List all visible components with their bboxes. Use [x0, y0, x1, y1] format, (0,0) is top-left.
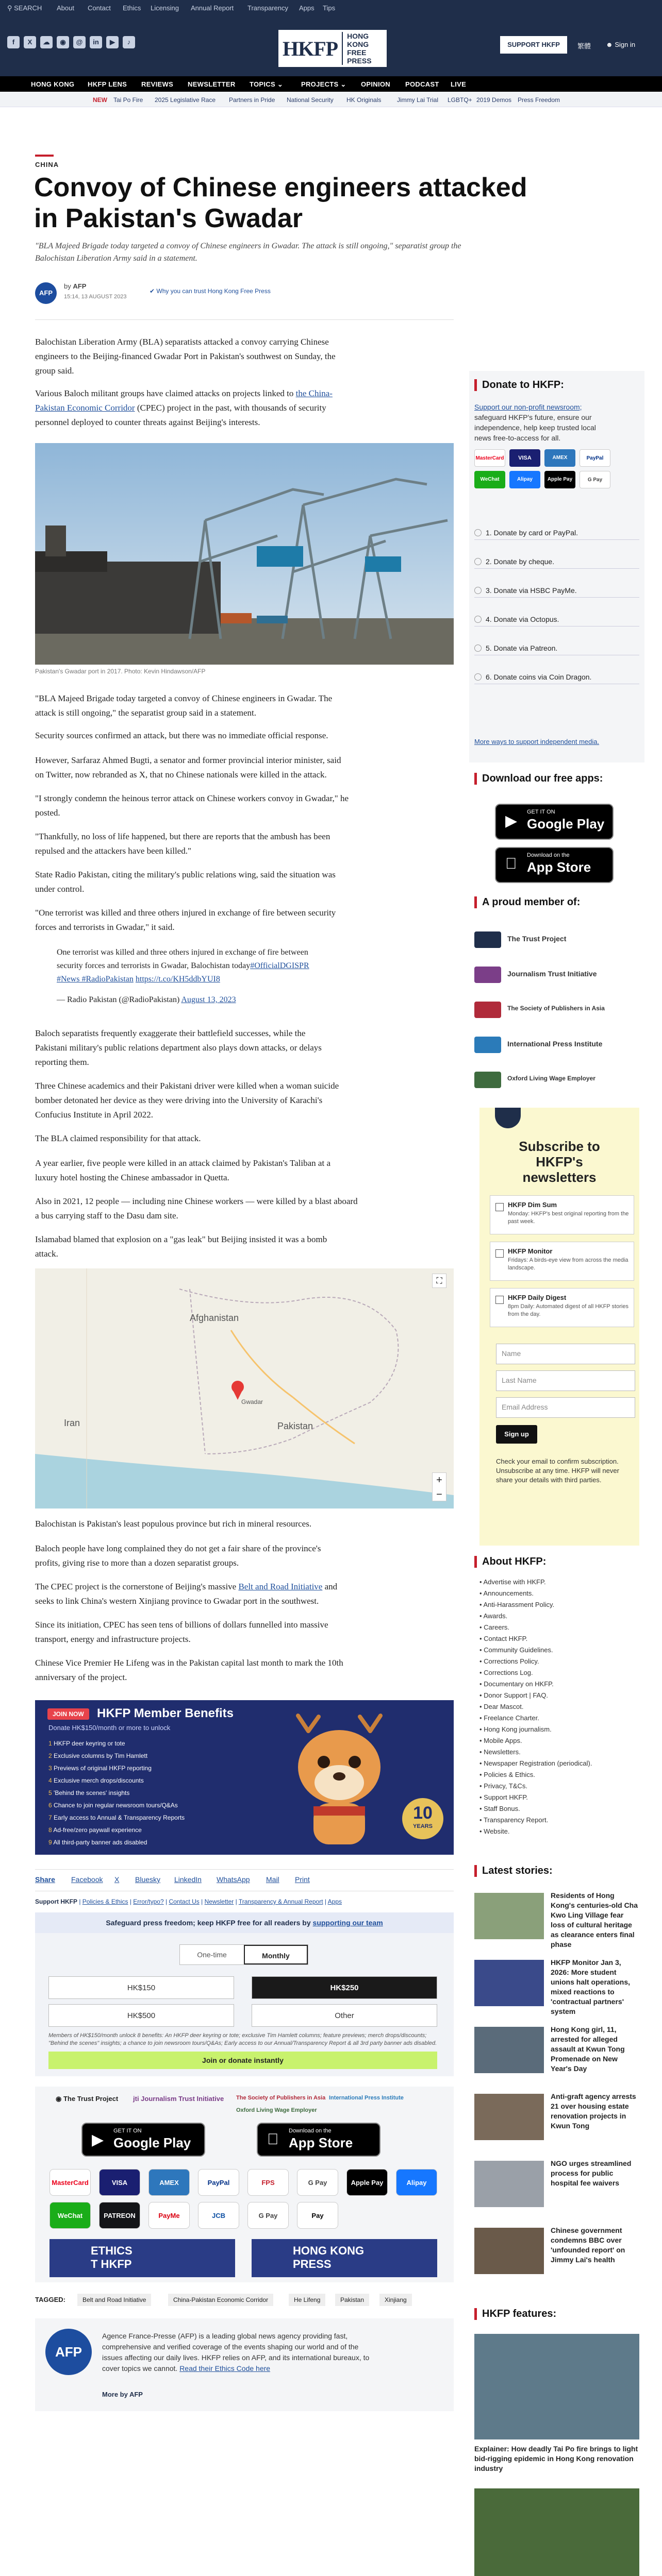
radio-icon [474, 616, 482, 623]
trending-link[interactable]: LGBTQ+ [448, 96, 472, 104]
map-graphic [35, 1268, 454, 1509]
ethics-promo[interactable]: ETHICS T HKFP [49, 2239, 235, 2277]
trending-link[interactable]: Press Freedom [518, 96, 560, 104]
latest-story[interactable]: Hong Kong girl, 11, arrested for alleged assault at Kwun Tong Promenade on New Year's Day [474, 2025, 639, 2087]
about-item[interactable]: • Anti-Harassment Policy. [479, 1601, 555, 1608]
radio-icon [474, 673, 482, 681]
fps-icon: FPS [247, 2169, 289, 2196]
footer-member-logo[interactable]: jti Journalism Trust Initiative [133, 2095, 224, 2103]
benefit-item: 4 Exclusive merch drops/discounts [48, 1777, 144, 1784]
user-icon: ☻ [606, 41, 613, 48]
latest-heading: Latest stories: [474, 1865, 553, 1877]
donate-option[interactable]: 4. Donate via Octopus. [474, 612, 639, 626]
google-play-button[interactable]: ▶ GET IT ON Google Play [81, 2123, 205, 2157]
about-item[interactable]: • Newspaper Registration (periodical). [479, 1759, 592, 1767]
trust-project-icon [474, 931, 501, 948]
mail-icon [495, 1108, 521, 1128]
nonprofit-link[interactable]: Support our non-profit newsroom; [474, 403, 582, 411]
amount-option-150[interactable]: HK$150 [48, 1976, 234, 1999]
wechat-icon: WeChat [474, 471, 505, 488]
donate-option[interactable]: 5. Donate via Patreon. [474, 641, 639, 655]
nav-hong-kong[interactable]: HONG KONG [31, 80, 75, 88]
top-link-ethics[interactable]: Ethics [123, 4, 141, 12]
feature-story[interactable] [474, 2488, 639, 2576]
category-rule [35, 155, 54, 157]
google-pay-icon: G Pay [297, 2169, 338, 2196]
nav-topics[interactable]: TOPICS ⌄ [250, 80, 284, 88]
divider [35, 1869, 454, 1870]
paragraph: "I strongly condemn the heinous terror attack on Chinese workers convoy in Gwadar," he posted. [35, 793, 349, 818]
payme-icon: PayMe [148, 2202, 190, 2229]
cpec-link[interactable]: the China- [295, 388, 333, 398]
radio-icon [474, 587, 482, 594]
contact-link[interactable]: Contact Us [169, 1898, 200, 1905]
about-item[interactable]: • Contact HKFP. [479, 1635, 528, 1642]
about-item[interactable]: • Website. [479, 1827, 510, 1835]
donate-option[interactable]: 3. Donate via HSBC PayMe. [474, 583, 639, 598]
author-link[interactable]: AFP [73, 282, 87, 290]
amount-option-250[interactable]: HK$250 [252, 1976, 437, 1999]
paragraph: Balochistan Liberation Army (BLA) separatists attacked a convoy carrying Chinese engineers to the Beijing-financed Gwadar Port in Pakistan's southwest on Sunday, the group said. [35, 337, 336, 376]
map-label-pakistan: Pakistan [277, 1421, 313, 1431]
amex-icon: AMEX [544, 449, 575, 467]
benefit-item: 6 Chance to join regular newsroom tours/Q&As [48, 1802, 178, 1809]
about-item[interactable]: • Privacy, T&Cs. [479, 1782, 527, 1790]
photo-caption: Pakistan's Gwadar port in 2017. Photo: Kevin Hindawson/AFP [35, 668, 206, 675]
apps-heading: Download our free apps: [474, 773, 603, 785]
living-wage-icon [474, 1072, 501, 1088]
monthly-option[interactable]: Monthly [244, 1945, 308, 1964]
top-link-transparency[interactable]: Transparency [247, 4, 288, 12]
top-link-about[interactable]: About [57, 4, 74, 12]
footer-member-logo[interactable]: ◉ The Trust Project [56, 2095, 119, 2103]
paypal-icon: PayPal [580, 449, 610, 467]
trending-link[interactable]: 2019 Demos [476, 96, 512, 104]
jti-icon [474, 967, 501, 983]
hashtag-link[interactable]: #OfficialDGISPR [250, 961, 309, 970]
embedded-tweet: One terrorist was killed and three others injured in exchange of fire between security forces and terrorists in Gwadar, Balochistan today#OfficialDGISPR #News #RadioPakistan https://t.co/KH5ddbYUI8 — Radio Pakistan (@RadioPakistan) August 13, 2023 [57, 948, 309, 1004]
checkbox-icon[interactable] [495, 1249, 504, 1258]
share-facebook[interactable]: Facebook [71, 1875, 103, 1884]
linkedin-icon[interactable]: in [90, 36, 102, 48]
number-icon: 6 [48, 1802, 52, 1809]
zoom-controls[interactable] [432, 1472, 446, 1501]
about-item[interactable]: • Documentary on HKFP. [479, 1680, 554, 1688]
article-title: Convoy of Chinese engineers attacked in Pakistan's Gwadar [34, 173, 527, 233]
newsletter-link[interactable]: Newsletter [204, 1898, 234, 1905]
about-item[interactable]: • Transparency Report. [479, 1816, 549, 1824]
tag-link[interactable]: Belt and Road Initiative [77, 2294, 151, 2306]
nav-hkfp-lens[interactable]: HKFP LENS [88, 80, 127, 88]
feature-image [474, 2488, 639, 2576]
paragraph: The BLA claimed responsibility for that attack. [35, 1133, 201, 1143]
press-freedom-promo[interactable]: HONG KONG PRESS [252, 2239, 437, 2277]
nav-projects[interactable]: PROJECTS ⌄ [301, 80, 346, 88]
first-name-field[interactable]: Name [496, 1344, 635, 1364]
paragraph: Various Baloch militant groups have claimed attacks on projects linked to the China- Pakistan Economic Corridor (CPEC) project in the past, with thousands of security personnel deployed to counter threats against Beijing's interests. [35, 388, 333, 427]
bluesky-icon[interactable]: ☁ [40, 36, 53, 48]
donate-widget [35, 1933, 454, 2076]
top-link-licensing[interactable]: Licensing [151, 4, 179, 12]
mastercard-icon: MasterCard [474, 449, 505, 467]
hashtag-link[interactable]: #News #RadioPakistan [57, 975, 134, 984]
join-now-badge[interactable]: JOIN NOW [47, 1708, 89, 1720]
benefit-list [48, 1737, 265, 1849]
paragraph: "One terrorist was killed and three others injured in exchange of fire between security forces and terrorists in Gwadar," it said. [35, 908, 336, 932]
instagram-icon[interactable]: ◉ [57, 36, 69, 48]
author-avatar[interactable]: AFP [35, 282, 57, 304]
divider [35, 319, 454, 320]
paragraph: The CPEC project is the cornerstone of Beijing's massive Belt and Road Initiative and seeks to link China's western Xinjiang province to Gwadar port in the southwest. [35, 1582, 338, 1606]
member-logo[interactable]: Journalism Trust Initiative [474, 962, 639, 988]
share-print[interactable]: Print [295, 1875, 310, 1884]
main-nav [0, 76, 662, 92]
member-logo[interactable]: International Press Institute [474, 1032, 639, 1058]
newsletter-option[interactable]: HKFP Monitor Fridays: A birds-eye view from across the media landscape. [490, 1242, 634, 1281]
ad-title: HKFP Member Benefits [97, 1706, 234, 1720]
paragraph: Baloch people have long complained they do not get a fair share of the province's profits, giving rise to more than a dozen separatist groups. [35, 1544, 321, 1568]
donate-intro: Support our non-profit newsroom; safeguard HKFP's future, ensure our independence, help keep trusted local news free-to-access for all. [474, 403, 596, 442]
youtube-icon[interactable]: ▶ [106, 36, 119, 48]
one-time-option[interactable]: One-time [197, 1951, 227, 1959]
zoom-out-icon[interactable]: − [436, 1489, 442, 1500]
about-item[interactable]: • Corrections Policy. [479, 1657, 539, 1665]
paragraph: Also in 2021, 12 people — including nine Chinese workers — were killed by a blast aboard a bus carrying staff to the Dasu dam site. [35, 1196, 358, 1221]
shield-icon: ✔ [150, 287, 155, 295]
donate-option[interactable]: 6. Donate coins via Coin Dragon. [474, 670, 639, 684]
visa-icon: VISA [509, 449, 540, 467]
about-item[interactable]: • Careers. [479, 1623, 510, 1631]
footer-member-logo[interactable]: Oxford Living Wage Employer [236, 2107, 317, 2113]
benefit-item: 1 HKFP deer keyring or tote [48, 1740, 125, 1747]
map-label-afghanistan: Afghanistan [190, 1313, 239, 1323]
facebook-icon[interactable]: f [7, 36, 20, 48]
number-icon: 8 [48, 1826, 52, 1834]
tagged-label: TAGGED: [35, 2296, 65, 2303]
nav-opinion[interactable]: OPINION [361, 80, 390, 88]
trending-link[interactable]: Jimmy Lai Trial [397, 96, 439, 104]
number-icon: 5 [48, 1789, 52, 1797]
paragraph: Balochistan is Pakistan's least populous province but rich in mineral resources. [35, 1519, 312, 1529]
share-x[interactable]: X [114, 1875, 120, 1884]
map-embed[interactable] [35, 1268, 454, 1509]
tiktok-icon[interactable]: ♪ [123, 36, 135, 48]
about-heading: About HKFP: [474, 1556, 546, 1568]
about-item[interactable]: • Newsletters. [479, 1748, 521, 1756]
paragraph: "Thankfully, no loss of life happened, but there are reports that the ambush has been repulsed and the attackers have been killed." [35, 832, 330, 856]
story-thumbnail [474, 2228, 544, 2274]
benefit-item: 9 All third-party banner ads disabled [48, 1839, 147, 1846]
number-icon: 4 [48, 1777, 52, 1784]
support-links-row: Support HKFP | Policies & Ethics | Error/typo? | Contact Us | Newsletter | Transparency & Annual Report | Apps [35, 1898, 342, 1905]
feature-image [474, 2334, 639, 2439]
alipay-icon: Alipay [509, 471, 540, 488]
more-by-afp-link[interactable]: More by AFP [102, 2391, 143, 2398]
apple-pay-icon: Apple Pay [544, 471, 575, 488]
fullscreen-icon[interactable]: ⛶ [432, 1274, 446, 1288]
error-typo-link[interactable]: Error/typo? [133, 1898, 164, 1905]
newsletter-option[interactable]: HKFP Daily Digest 8pm Daily: Automated digest of all HKFP stories from the day. [490, 1288, 634, 1327]
donate-heading: Donate to HKFP: [474, 379, 564, 391]
about-item[interactable]: • Freelance Charter. [479, 1714, 539, 1722]
number-icon: 7 [48, 1814, 52, 1821]
benefit-item: 7 Early access to Annual & Transparency Reports [48, 1814, 185, 1821]
bri-link[interactable]: Belt and Road Initiative [238, 1582, 323, 1591]
top-link-apps[interactable]: Apps [299, 4, 315, 12]
about-item[interactable]: • Corrections Log. [479, 1669, 533, 1676]
app-store-button[interactable]: Download on the App Store [495, 847, 614, 883]
join-donate-button[interactable]: Join or donate instantly [48, 2052, 437, 2069]
about-item[interactable]: • Support HKFP. [479, 1793, 528, 1801]
support-hkfp-button[interactable]: SUPPORT HKFP [500, 36, 567, 54]
about-list [479, 1577, 592, 1837]
radio-icon [474, 645, 482, 652]
author-box [35, 2318, 454, 2411]
amount-option-other[interactable]: Other [252, 2004, 437, 2027]
about-item[interactable]: • Dear Mascot. [479, 1703, 524, 1710]
nav-podcast[interactable]: PODCAST [405, 80, 439, 88]
member-benefits-ad[interactable] [35, 1700, 454, 1855]
frequency-toggle [179, 1944, 308, 1965]
latest-story[interactable]: NGO urges streamlined process for public hospital fee waivers [474, 2159, 639, 2221]
top-link-contact[interactable]: Contact [88, 4, 111, 12]
paragraph: However, Sarfaraz Ahmed Bugti, a senator and former provincial interior minister, said on Twitter, now rebranded as X, that no Chinese nationals were killed in the attack. [35, 755, 341, 779]
about-item[interactable]: • Hong Kong journalism. [479, 1725, 552, 1733]
search-link[interactable]: ⚲ SEARCH [7, 4, 42, 12]
amex-icon: AMEX [148, 2169, 190, 2196]
apple-pay-icon: Apple Pay [346, 2169, 388, 2196]
transparency-link[interactable]: Transparency & Annual Report [238, 1898, 323, 1905]
radio-icon [474, 558, 482, 565]
newsletter-heading: Subscribe to HKFP's newsletters [519, 1139, 600, 1185]
top-link-tips[interactable]: Tips [323, 4, 336, 12]
trending-link[interactable]: 2025 Legislative Race [155, 96, 216, 104]
new-label: NEW [93, 96, 107, 104]
trending-link[interactable]: National Security [287, 96, 334, 104]
number-icon: 3 [48, 1765, 52, 1772]
apple-icon [505, 855, 517, 873]
member-heading: A proud member of: [474, 896, 580, 908]
apps-link[interactable]: Apps [327, 1898, 342, 1905]
google-pay-icon: G Pay [580, 471, 610, 488]
ethics-code-link[interactable]: Read their Ethics Code here [179, 2364, 271, 2372]
number-icon: 1 [48, 1740, 52, 1747]
benefits-note: Members of HK$150/month unlock 8 benefits: An HKFP deer keyring or tote; exclusive Tim Hamlett columns; feature previews; merch drops/discounts; "Behind the scenes" insights; a chance to join newsroom tours/Q&As; Early access to our Annual/Transparency Report & all 3rd party banner ads disabled. [48, 2032, 437, 2046]
about-item[interactable]: • Mobile Apps. [479, 1737, 522, 1744]
email-field[interactable]: Email Address [496, 1397, 635, 1418]
paragraph: Baloch separatists frequently exaggerate their battlefield successes, while the Pakistani military's public relations department also plays down attacks, or delays reporting them. [35, 1028, 322, 1067]
google-play-button[interactable]: ▶ GET IT ON Google Play [495, 804, 614, 840]
paragraph: Security sources confirmed an attack, but there was no immediate official response. [35, 731, 328, 740]
patreon-icon: PATREON [99, 2202, 140, 2229]
play-icon: ▶ [92, 2131, 104, 2148]
share-mail[interactable]: Mail [266, 1875, 279, 1884]
paragraph: Chinese Vice Premier He Lifeng was in the Pakistan capital last month to mark the 10th anniversary of the project. [35, 1658, 343, 1682]
about-item[interactable]: • Awards. [479, 1612, 508, 1620]
why-trust-link[interactable]: ✔ Why you can trust Hong Kong Free Press [150, 287, 271, 295]
nav-live[interactable]: LIVE [451, 80, 467, 88]
footer-member-logo[interactable]: International Press Institute [329, 2095, 404, 2101]
member-logo[interactable]: The Society of Publishers in Asia [474, 997, 639, 1023]
cpec-link[interactable]: Pakistan Economic Corridor [35, 403, 135, 413]
nav-newsletter[interactable]: NEWSLETTER [188, 80, 236, 88]
trending-bar [0, 92, 662, 107]
site-header [0, 0, 662, 76]
sidebar-payment-icons [474, 449, 639, 490]
signup-note: Check your email to confirm subscription. Unsubscribe at any time. HKFP will never share your details with third parties. [496, 1458, 619, 1484]
story-thumbnail [474, 1893, 544, 1939]
map-label-iran: Iran [64, 1418, 80, 1428]
byline: by AFP [64, 282, 87, 290]
share-whatsapp[interactable]: WhatsApp [217, 1875, 250, 1884]
more-ways-link[interactable]: More ways to support independent media. [474, 738, 600, 745]
tag-link[interactable]: Pakistan [335, 2294, 369, 2306]
paragraph: Since its initiation, CPEC has seen tens of billions of dollars funnelled into massive transport, energy and infrastructure projects. [35, 1620, 328, 1644]
supporting-team-link[interactable]: supporting our team [312, 1919, 383, 1927]
story-thumbnail [474, 2094, 544, 2140]
share-label: Share [35, 1875, 55, 1884]
about-item[interactable]: • Announcements. [479, 1589, 534, 1597]
features-heading: HKFP features: [474, 2308, 556, 2320]
threads-icon[interactable]: @ [73, 36, 86, 48]
story-thumbnail [474, 1960, 544, 2006]
paragraph: Three Chinese academics and their Pakistani driver were killed when a woman suicide bomber detonated her device as they were driving into the University of Karachi's Confucius Institute in April 2022. [35, 1081, 339, 1120]
article-footer-block [35, 2087, 454, 2282]
author-avatar[interactable]: AFP [45, 2329, 92, 2375]
map-label-gwadar: Gwadar [241, 1398, 263, 1405]
amount-option-500[interactable]: HK$500 [48, 2004, 234, 2027]
latest-story[interactable]: Residents of Hong Kong's centuries-old Cha Kwo Ling Village fear loss of cultural heritage as clearance enters final phase [474, 1891, 639, 1953]
member-logo[interactable]: The Trust Project [474, 927, 639, 953]
x-icon[interactable]: X [24, 36, 36, 48]
gwadar-port-photo [35, 443, 454, 665]
wechat-icon: WeChat [49, 2202, 91, 2229]
about-item[interactable]: • Policies & Ethics. [479, 1771, 535, 1778]
ipi-icon [474, 1037, 501, 1053]
footer-member-logo[interactable]: The Society of Publishers in Asia [236, 2095, 326, 2101]
language-toggle[interactable]: 繁體 [577, 42, 591, 50]
about-item[interactable]: • Staff Bonus. [479, 1805, 520, 1812]
radio-icon [474, 529, 482, 536]
hkfp-logo[interactable]: HKFP HONG KONG FREE PRESS [278, 30, 387, 67]
donate-option[interactable]: 2. Donate by cheque. [474, 554, 639, 569]
member-logo[interactable]: Oxford Living Wage Employer [474, 1067, 639, 1093]
last-name-field[interactable]: Last Name [496, 1370, 635, 1391]
feature-story[interactable]: Explainer: How deadly Tai Po fire brings to light bid-rigging epidemic in Hong Kong renovation industry [474, 2334, 639, 2478]
signup-button[interactable]: Sign up [496, 1425, 537, 1444]
latest-story[interactable]: Anti-graft agency arrests 21 over housing estate renovation projects in Kwun Tong [474, 2092, 639, 2154]
share-linkedin[interactable]: LinkedIn [174, 1875, 202, 1884]
nav-reviews[interactable]: REVIEWS [141, 80, 174, 88]
number-icon: 9 [48, 1839, 52, 1846]
publish-date: 15:14, 13 AUGUST 2023 [64, 294, 127, 300]
zoom-in-icon[interactable]: + [436, 1475, 442, 1486]
safeguard-banner: Safeguard press freedom; keep HKFP free for all readers by supporting our team [35, 1912, 454, 1933]
trending-link[interactable]: Partners in Pride [229, 96, 275, 104]
play-icon: ▶ [505, 812, 518, 829]
apple-pay-icon: Pay [297, 2202, 338, 2229]
benefit-item: 8 Ad-free/zero paywall experience [48, 1826, 142, 1834]
article-photo [35, 443, 454, 665]
latest-story[interactable]: HKFP Monitor Jan 3, 2026: More student unions halt operations, mixed reactions to 'contractual partners' system [474, 1958, 639, 2020]
author-bio: Agence France-Presse (AFP) is a leading global news agency providing fast, comprehensive and verified coverage of the events shaping our world and of the issues affecting our daily lives. HKFP relies on AFP, and its international bureaux, to cover topics we cannot. Read their Ethics Code here [102, 2332, 370, 2372]
paragraph: "BLA Majeed Brigade today targeted a convoy of Chinese engineers in Gwadar. The attack is still ongoing," the separatist group said in a statement. [35, 693, 333, 718]
category-label[interactable]: CHINA [35, 161, 59, 168]
top-link-annual-report[interactable]: Annual Report [191, 4, 234, 12]
apple-icon [267, 2131, 279, 2148]
mastercard-icon: MasterCard [49, 2169, 91, 2196]
signin-link[interactable]: ☻ Sign in [606, 41, 636, 48]
about-item[interactable]: • Community Guidelines. [479, 1646, 553, 1654]
paypal-icon: PayPal [198, 2169, 239, 2196]
story-thumbnail [474, 2161, 544, 2207]
benefit-item: 3 Previews of original HKFP reporting [48, 1765, 152, 1772]
tweet-date-link[interactable]: August 13, 2023 [181, 995, 236, 1004]
tweet-url-link[interactable]: https://t.co/KH5ddbYUI8 [135, 975, 220, 984]
paragraph: State Radio Pakistan, citing the military's public relations wing, said the situation was under control. [35, 870, 336, 894]
paragraph: A year earlier, five people were killed in an attack claimed by Pakistan's Taliban at a luxury hotel hosting the Chinese ambassador in Quetta. [35, 1158, 330, 1182]
newsletter-option[interactable]: HKFP Dim Sum Monday: HKFP's best original reporting from the past week. [490, 1195, 634, 1234]
alipay-icon: Alipay [396, 2169, 437, 2196]
sopa-icon [474, 1002, 501, 1018]
story-thumbnail [474, 2027, 544, 2073]
benefit-item: 2 Exclusive columns by Tim Hamlett [48, 1752, 148, 1759]
article-dek: "BLA Majeed Brigade today targeted a convoy of Chinese engineers in Gwadar. The attack is still ongoing," separatist group the Balochistan Liberation Army said in a statement. [35, 242, 461, 263]
trending-link[interactable]: HK Originals [346, 96, 382, 104]
about-item[interactable]: • Donor Support | FAQ. [479, 1691, 548, 1699]
google-pay-icon: G Pay [247, 2202, 289, 2229]
jcb-icon: JCB [198, 2202, 239, 2229]
policies-link[interactable]: Policies & Ethics [82, 1898, 128, 1905]
ten-years-badge: 10 YEARS [402, 1798, 443, 1839]
about-item[interactable]: • Advertise with HKFP. [479, 1578, 546, 1586]
checkbox-icon[interactable] [495, 1203, 504, 1211]
tag-link[interactable]: He Lifeng [289, 2294, 325, 2306]
paragraph: Islamabad blamed that explosion on a "gas leak" but Beijing insisted it was a bomb attack. [35, 1234, 327, 1259]
trending-link[interactable]: Tai Po Fire [113, 96, 143, 104]
tag-link[interactable]: Xinjiang [379, 2294, 412, 2306]
latest-story[interactable]: Chinese government condemns BBC over 'unfounded report' on Jimmy Lai's health [474, 2226, 639, 2287]
share-bluesky[interactable]: Bluesky [135, 1875, 161, 1884]
tag-link[interactable]: China-Pakistan Economic Corridor [168, 2294, 273, 2306]
chevron-down-icon: ⌄ [340, 80, 346, 88]
number-icon: 2 [48, 1752, 52, 1759]
ad-subtitle: Donate HK$150/month or more to unlock [48, 1724, 171, 1732]
visa-icon: VISA [99, 2169, 140, 2196]
checkbox-icon[interactable] [495, 1296, 504, 1304]
deer-mascot-illustration [272, 1710, 406, 1850]
benefit-item: 5 'Behind the scenes' insights [48, 1789, 130, 1797]
donate-option[interactable]: 1. Donate by card or PayPal. [474, 526, 639, 540]
chevron-down-icon: ⌄ [277, 80, 284, 88]
app-store-button[interactable]: Download on the App Store [257, 2123, 380, 2157]
